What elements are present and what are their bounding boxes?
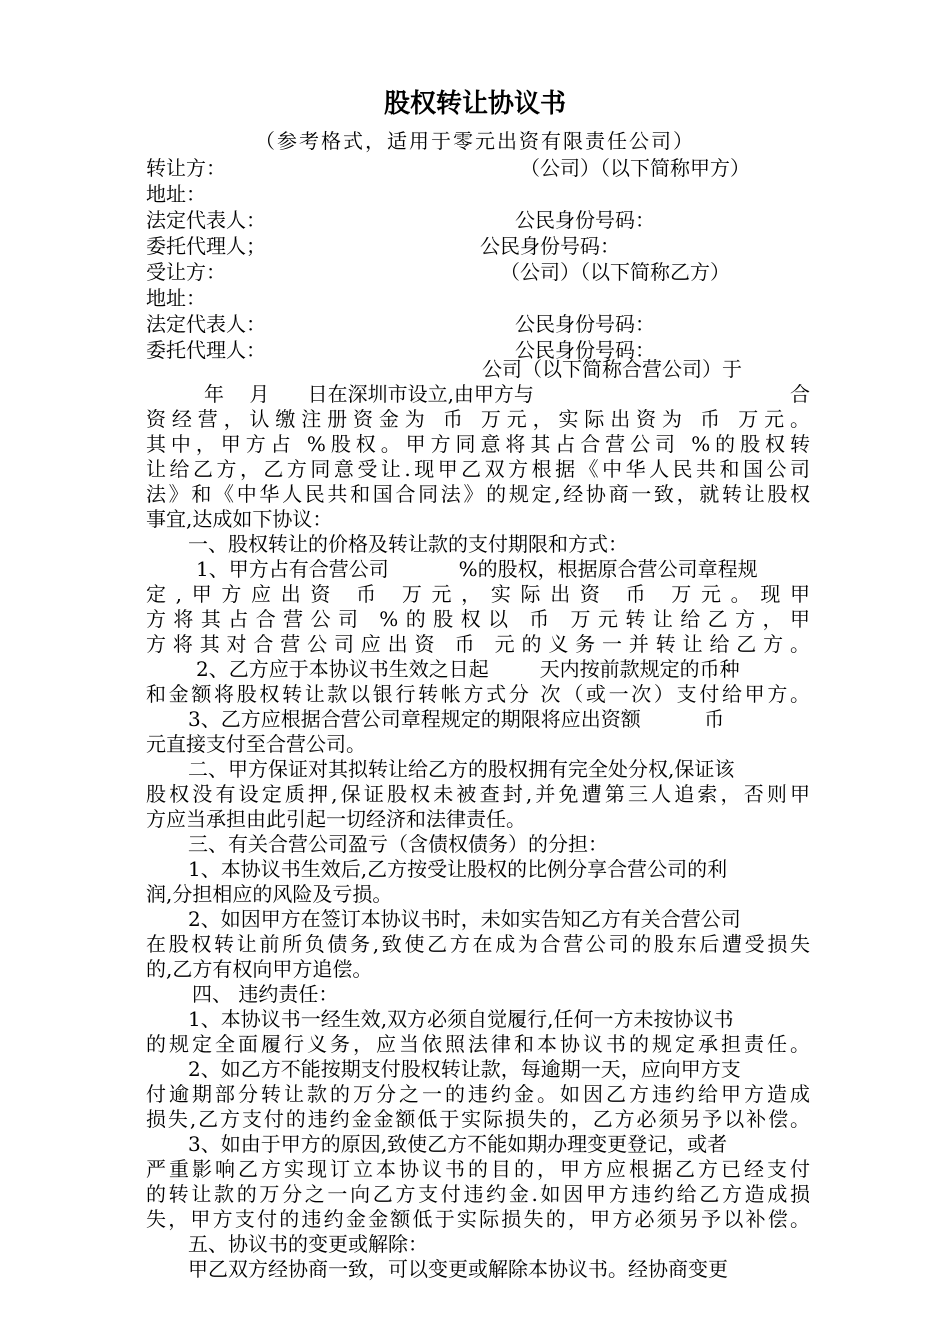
paragraph-line: 公司（以下简称合营公司）于 — [482, 357, 742, 381]
party-label: 法定代表人： — [146, 312, 266, 336]
paragraph-line: 让给乙方，乙方同意受让.现甲乙双方根据《中华人民共和国公司 — [146, 457, 810, 481]
paragraph-line: 损失,乙方支付的违约金金额低于实际损失的，乙方必须另予以补偿。 — [146, 1107, 810, 1131]
party-label: 法定代表人： — [146, 208, 266, 232]
paragraph-line: 1、本协议书一经生效,双方必须自觉履行,任何一方未按协议书 — [188, 1007, 734, 1031]
paragraph-line: 1、甲方占有合营公司 %的股权，根据原合营公司章程规 — [196, 557, 758, 581]
paragraph-line: 四、 违约责任： — [192, 982, 339, 1006]
paragraph-line: 股权没有设定质押,保证股权未被查封,并免遭第三人追索，否则甲 — [146, 782, 810, 806]
party-label: 地址： — [146, 182, 206, 206]
party-label: 委托代理人； — [146, 234, 266, 258]
party-label: 委托代理人： — [146, 338, 266, 362]
party-value: 公民身份号码： — [515, 338, 655, 362]
paragraph-line: 润,分担相应的风险及亏损。 — [146, 882, 393, 906]
paragraph-line: 2、如乙方不能按期支付股权转让款，每逾期一天，应向甲方支 — [188, 1057, 741, 1081]
paragraph-line: 五、协议书的变更或解除： — [188, 1232, 428, 1256]
paragraph-line: 合 — [790, 382, 810, 406]
party-value: 公民身份号码： — [515, 312, 655, 336]
party-value: 公民身份号码： — [515, 208, 655, 232]
paragraph-line: 3、乙方应根据合营公司章程规定的期限将应出资额 币 — [188, 707, 725, 731]
document-subtitle: （参考格式，适用于零元出资有限责任公司） — [255, 129, 695, 153]
party-value: （公司）（以下简称乙方） — [500, 260, 730, 284]
paragraph-line: 的,乙方有权向甲方追偿。 — [146, 957, 373, 981]
paragraph-line: 1、本协议书生效后,乙方按受让股权的比例分享合营公司的利 — [188, 857, 728, 881]
paragraph-line: 元直接支付至合营公司。 — [146, 732, 366, 756]
paragraph-line: 和金额将股权转让款以银行转帐方式分 次（或一次）支付给甲方。 — [146, 682, 810, 706]
paragraph-line: 二、甲方保证对其拟转让给乙方的股权拥有完全处分权,保证该 — [188, 757, 735, 781]
party-label: 受让方： — [146, 260, 226, 284]
paragraph-line: 的转让款的万分之一向乙方支付违约金.如因甲方违约给乙方造成损 — [146, 1182, 810, 1206]
paragraph-line: 失，甲方支付的违约金金额低于实际损失的，甲方必须另予以补偿。 — [146, 1207, 810, 1231]
paragraph-line: 法》和《中华人民共和国合同法》的规定,经协商一致，就转让股权 — [146, 482, 810, 506]
paragraph-line: 方应当承担由此引起一切经济和法律责任。 — [146, 807, 526, 831]
paragraph-line: 3、如由于甲方的原因,致使乙方不能如期办理变更登记，或者 — [188, 1132, 728, 1156]
paragraph-line: 付逾期部分转让款的万分之一的违约金。如因乙方违约给甲方造成 — [146, 1082, 810, 1106]
paragraph-line: 定,甲方应出资 币 万元，实际出资 币 万元。现甲 — [146, 582, 810, 606]
party-value: （公司）（以下简称甲方） — [520, 156, 750, 180]
paragraph-line: 的规定全面履行义务，应当依照法律和本协议书的规定承担责任。 — [146, 1032, 810, 1056]
paragraph-line: 年 月 日在深圳市设立,由甲方与 — [204, 382, 534, 406]
party-label: 地址： — [146, 286, 206, 310]
paragraph-line: 其中，甲方占 %股权。甲方同意将其占合营公司 %的股权转 — [146, 432, 810, 456]
paragraph-line: 严重影响乙方实现订立本协议书的目的，甲方应根据乙方已经支付 — [146, 1157, 810, 1181]
paragraph-line: 事宜,达成如下协议： — [146, 507, 333, 531]
paragraph-line: 甲乙双方经协商一致，可以变更或解除本协议书。经协商变更 — [188, 1257, 728, 1281]
paragraph-line: 2、乙方应于本协议书生效之日起 天内按前款规定的币种 — [196, 657, 740, 681]
paragraph-line: 2、如因甲方在签订本协议书时，未如实告知乙方有关合营公司 — [188, 907, 741, 931]
paragraph-line: 在股权转让前所负债务,致使乙方在成为合营公司的股东后遭受损失 — [146, 932, 810, 956]
paragraph-line: 三、有关合营公司盈亏（含债权债务）的分担： — [188, 832, 608, 856]
paragraph-line: 方将其对合营公司应出资 币 元的义务一并转让给乙方。 — [146, 632, 810, 656]
document-title: 股权转让协议书 — [383, 89, 566, 119]
party-value: 公民身份号码： — [480, 234, 620, 258]
paragraph-line: 资经营，认缴注册资金为 币 万元，实际出资为 币 万元。 — [146, 407, 810, 431]
paragraph-line: 一、股权转让的价格及转让款的支付期限和方式： — [188, 532, 628, 556]
party-label: 转让方： — [146, 156, 226, 180]
paragraph-line: 方将其占合营公司 %的股权以 币 万元转让给乙方，甲 — [146, 607, 810, 631]
